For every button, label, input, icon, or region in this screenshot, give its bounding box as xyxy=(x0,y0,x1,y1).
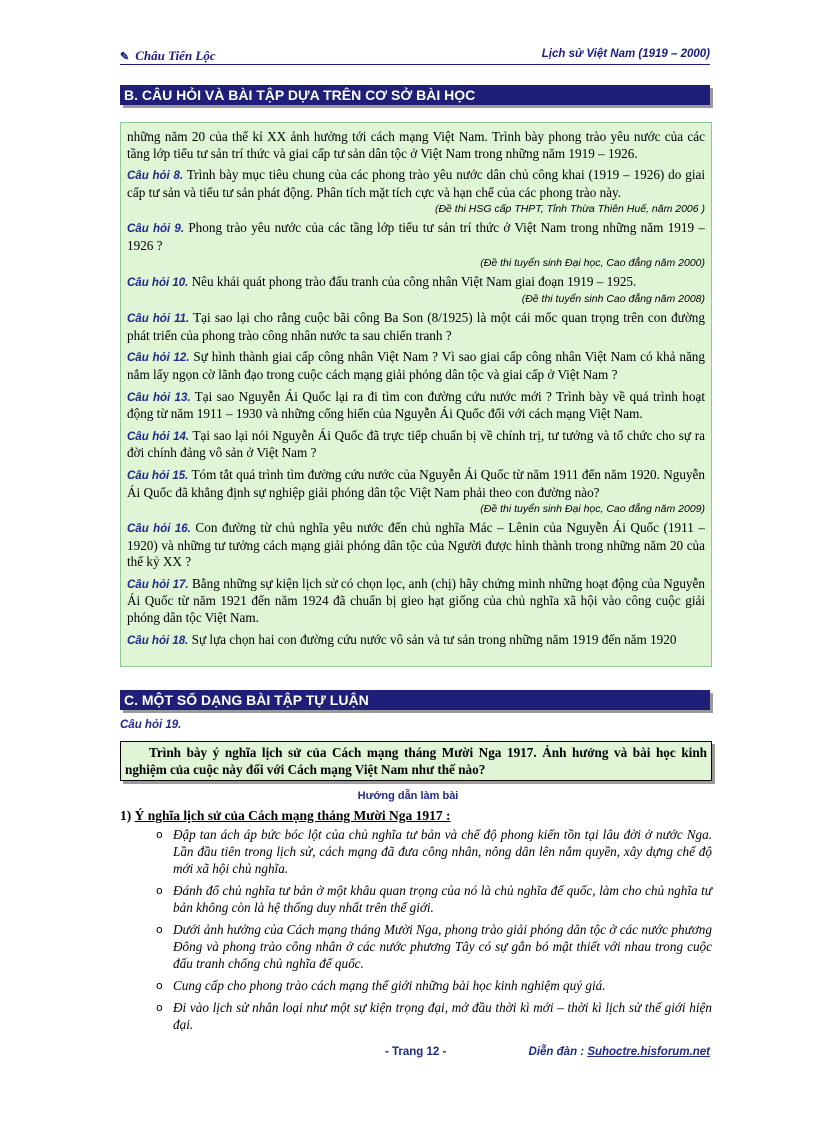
question-source: (Đề thi HSG cấp THPT, Tỉnh Thừa Thiên Huế, năm 2006 ) xyxy=(434,203,705,216)
answer-bullet-text: Dưới ảnh hưởng của Cách mạng tháng Mười Nga, phong trào giải phóng dân tộc ở các nước phương Đông và phong trào công nhân ở các nước phương Tây có sự gắn bó mật thiết với nhau trong cuộc đấu tranh chống chủ nghĩa đế quốc. xyxy=(173,922,712,971)
section-b-heading: B. CÂU HỎI VÀ BÀI TẬP DỰA TRÊN CƠ SỞ BÀI HỌC xyxy=(120,85,710,105)
answer-bullet xyxy=(156,826,712,877)
answer-bullet xyxy=(156,882,712,916)
question-text: Tại sao lại cho rằng cuộc bãi công Ba Son (8/1925) là một cái mốc quan trọng trên con đường phát triển của phong trào công nhân nước ta sau chiến tranh ? xyxy=(127,310,705,343)
answer-bullet xyxy=(156,977,712,994)
answer-bullet-list xyxy=(156,826,712,1038)
question-text: Tại sao lại nói Nguyễn Ái Quốc đã trực tiếp chuẩn bị về chính trị, tư tưởng và tổ chức cho sự ra đời chính đảng vô sản ở Việt Nam ? xyxy=(127,427,705,461)
question-label: Câu hỏi 17. xyxy=(127,578,189,591)
question-item xyxy=(127,349,705,383)
answer-bullet-text: Đập tan ách áp bức bóc lột của chủ nghĩa tư bản và chế độ phong kiến tồn tại lâu đời ở nước Nga. Lần đầu tiên trong lịch sử, cách mạng đã đưa công nhân, nông dân lên nắm quyền, xây dựng chế độ mới xã hội chủ nghĩa. xyxy=(173,827,712,876)
question-item xyxy=(127,167,705,201)
page-number: - Trang 12 - xyxy=(385,1046,447,1058)
question-item xyxy=(127,389,705,423)
section-c-heading: C. MỘT SỐ DẠNG BÀI TẬP TỰ LUẬN xyxy=(120,690,710,710)
answer-heading xyxy=(120,808,450,824)
question-item xyxy=(127,520,705,571)
question-label: Câu hỏi 18. xyxy=(127,634,189,647)
question-item xyxy=(127,467,705,501)
answer-number: 1) xyxy=(120,808,135,823)
bullet-marker-icon: o xyxy=(156,828,163,841)
question-text: Sự hình thành giai cấp công nhân Việt Nam ? Vì sao giai cấp công nhân Việt Nam có khả năng nắm lấy ngọn cờ lãnh đạo trong cuộc cách mạng giải phóng dân tộc và giai cấp ở Việt Nam ? xyxy=(127,349,705,382)
question-text: Sự lựa chọn hai con đường cứu nước vô sản và tư sản trong những năm 1919 đến năm 1920 xyxy=(188,631,677,647)
question-label: Câu hỏi 16. xyxy=(127,523,191,536)
question-list-box xyxy=(120,122,712,667)
question-source: (Đề thi tuyển sinh Đại học, Cao đẳng năm 2009) xyxy=(480,503,705,516)
question-label: Câu hỏi 14. xyxy=(127,430,190,443)
question-source: (Đề thi tuyển sinh Cao đẳng năm 2008) xyxy=(521,293,705,306)
bullet-marker-icon: o xyxy=(156,979,163,992)
question-19-label: Câu hỏi 19. xyxy=(120,719,182,731)
author-name: Châu Tiến Lộc xyxy=(135,48,216,63)
forum-label: Diễn đàn : xyxy=(528,1046,588,1058)
question-item xyxy=(127,632,705,650)
question-item xyxy=(127,428,705,462)
question-item xyxy=(127,310,705,344)
answer-bullet xyxy=(156,999,712,1033)
question-label: Câu hỏi 13. xyxy=(127,391,191,404)
answer-bullet xyxy=(156,921,712,972)
question-source: (Đề thi tuyển sinh Đại học, Cao đẳng năm 2000) xyxy=(480,256,705,269)
question-text: Tóm tắt quá trình tìm đường cứu nước của Nguyễn Ái Quốc từ năm 1911 đến năm 1920. Nguyễn Ái Quốc đã khẳng định sự nghiệp giải phóng dân tộc Việt Nam phải theo con đường nào? xyxy=(127,466,705,500)
answer-bullet-text: Đánh đổ chủ nghĩa tư bản ở một khâu quan trọng của nó là chủ nghĩa đế quốc, làm cho chủ nghĩa tư bản không còn là hệ thống duy nhất trên thế giới. xyxy=(173,883,712,915)
footer-forum xyxy=(529,1046,710,1058)
answer-bullet-text: Đi vào lịch sử nhân loại như một sự kiện trọng đại, mở đầu thời kì mới – thời kì lịch sử thế giới hiện đại. xyxy=(173,1000,712,1032)
bullet-marker-icon: o xyxy=(156,923,163,936)
question-item xyxy=(127,220,705,254)
question-label: Câu hỏi 11. xyxy=(127,313,190,326)
question-label: Câu hỏi 15. xyxy=(127,469,189,482)
question-19-text: Trình bày ý nghĩa lịch sử của Cách mạng tháng Mười Nga 1917. Ảnh hưởng và bài học kinh nghiệm của cuộc này đối với Cách mạng Việt Nam như thế nào? xyxy=(125,745,707,777)
answer-heading-text: Ý nghĩa lịch sử của Cách mạng tháng Mười Nga 1917 : xyxy=(134,808,451,823)
question-text: Con đường từ chủ nghĩa yêu nước đến chủ nghĩa Mác – Lênin của Nguyễn Ái Quốc (1911 –1920) và những tư tưởng cách mạng giải phóng dân tộc của Người được hình thành trong những năm 20 của thế kỷ XX ? xyxy=(127,520,705,570)
question-list xyxy=(127,167,705,649)
question-label: Câu hỏi 8. xyxy=(127,170,184,183)
pen-icon: ✎ xyxy=(120,51,130,63)
guide-heading: Hướng dẫn làm bài xyxy=(357,790,459,802)
question-text: Bằng những sự kiện lịch sử có chọn lọc, anh (chị) hãy chứng minh những hoạt động của Nguyễn Ái Quốc từ năm 1921 đến năm 1924 đã chuẩn bị gieo hạt giống của chủ nghĩa xã hội vào công cuộc giải phóng dân tộc Việt Nam. xyxy=(127,575,705,626)
forum-link[interactable]: Suhoctre.hisforum.net xyxy=(587,1046,710,1058)
question-label: Câu hỏi 10. xyxy=(127,276,189,289)
author-label xyxy=(120,48,216,64)
question-text: Nêu khái quát phong trào đấu tranh của công nhân Việt Nam giai đoạn 1919 – 1925. xyxy=(188,273,637,289)
bullet-marker-icon: o xyxy=(156,1001,163,1014)
question-text: Trình bày mục tiêu chung của các phong trào yêu nước dân chủ công khai (1919 – 1926) do giai cấp tư sản và tiểu tư sản phát động. Phân tích mặt tích cực và hạn chế của các phong trào này. xyxy=(127,167,706,200)
question-label: Câu hỏi 12. xyxy=(127,352,190,365)
answer-bullet-text: Cung cấp cho phong trào cách mạng thế giới những bài học kinh nghiệm quý giá. xyxy=(173,978,606,993)
question-label: Câu hỏi 9. xyxy=(127,223,185,236)
question-item xyxy=(127,274,705,292)
subject-title: Lịch sử Việt Nam (1919 – 2000) xyxy=(541,48,710,60)
intro-paragraph: những năm 20 của thế kỉ XX ảnh hưởng tới cách mạng Việt Nam. Trình bày phong trào yêu nước của các tầng lớp tiểu tư sản trí thức và giai cấp tư sản dân tộc ở Việt Nam trong những năm 1919 – 1926. xyxy=(127,129,705,161)
question-19-box xyxy=(120,741,712,781)
question-item xyxy=(127,576,705,627)
page-header xyxy=(120,44,710,65)
question-text: Tại sao Nguyễn Ái Quốc lại ra đi tìm con đường cứu nước mới ? Trình bày về quá trình hoạt động từ năm 1911 – 1930 và những cống hiến của Nguyễn Ái Quốc đối với cách mạng Việt Nam. xyxy=(127,388,705,422)
question-text: Phong trào yêu nước của các tầng lớp tiểu tư sản trí thức ở Việt Nam trong những năm 1919 – 1926 ? xyxy=(127,220,705,253)
bullet-marker-icon: o xyxy=(156,884,163,897)
